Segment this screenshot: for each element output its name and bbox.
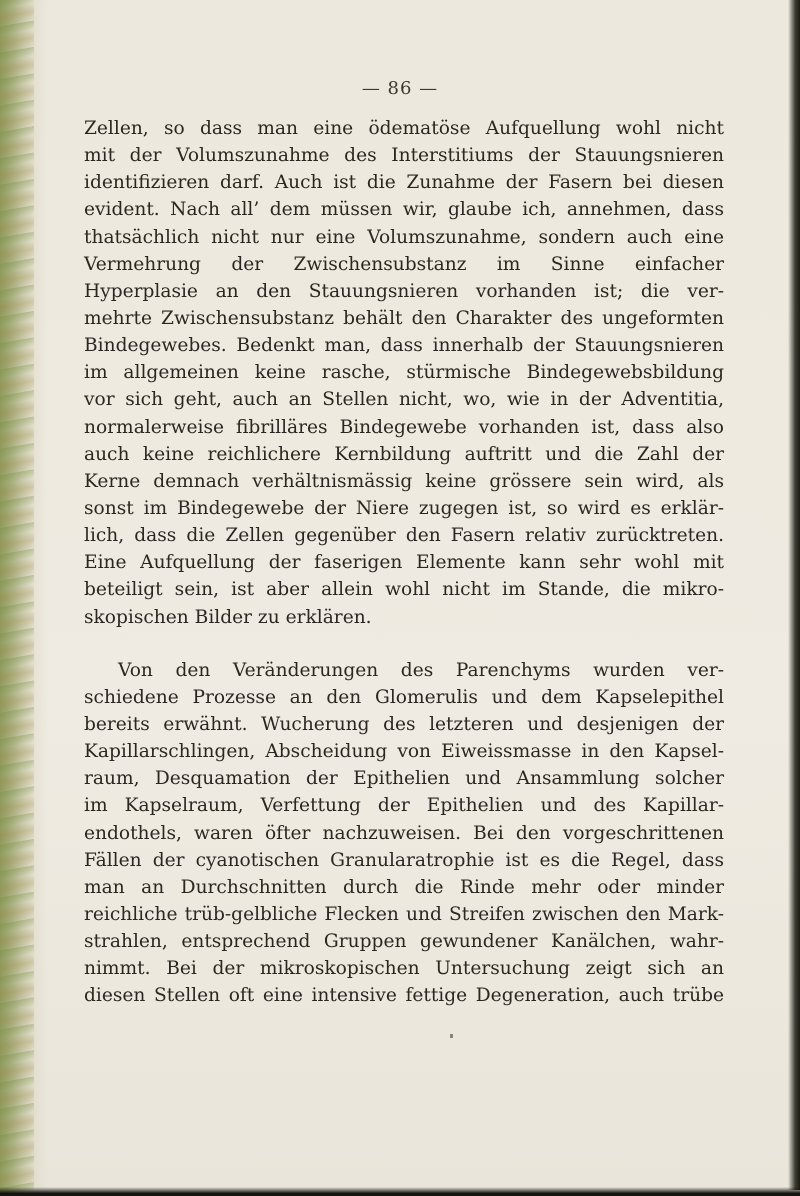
- text-line: nimmt. Bei der mikroskopischen Untersuchung zeigt sich an: [84, 958, 724, 980]
- text-line: Hyperplasie an den Stauungsnieren vorhanden ist; die ver-: [84, 280, 724, 302]
- paragraph: [84, 115, 724, 631]
- text-line: Zellen, so dass man eine ödematöse Aufquellung wohl nicht: [84, 118, 724, 139]
- text-line: Kapillarschlingen, Abscheidung von Eiweissmasse in den Kapsel-: [84, 741, 724, 763]
- text-line: beteiligt sein, ist aber allein wohl nicht im Stande, die mikro-: [84, 579, 724, 601]
- text-line: vor sich geht, auch an Stellen nicht, wo, wie in der Adventitia,: [84, 389, 724, 411]
- text-line: diesen Stellen oft eine intensive fettige Degeneration, auch trübe: [84, 985, 724, 1007]
- text-line: man an Durchschnitten durch die Rinde mehr oder minder: [84, 876, 724, 898]
- text-line: Eine Aufquellung der faserigen Elemente kann sehr wohl mit: [84, 552, 724, 574]
- page-right-shadow: [788, 0, 800, 1190]
- text-line: Bindegewebes. Bedenkt man, dass innerhalb der Stauungsnieren: [84, 335, 724, 357]
- text-line: Von den Veränderungen des Parenchyms wurden ver-: [118, 659, 724, 681]
- text-line: identifizieren darf. Auch ist die Zunahme der Fasern bei diesen: [84, 172, 724, 194]
- text-line: auch keine reichlichere Kernbildung auftritt und die Zahl der: [84, 443, 724, 465]
- text-line: lich, dass die Zellen gegenüber den Fasern relativ zurücktreten.: [84, 525, 724, 547]
- text-line: Fällen der cyanotischen Granularatrophie ist es die Regel, dass: [84, 849, 724, 871]
- paragraph-gap: [84, 631, 724, 657]
- text-line: skopischen Bilder zu erklären.: [84, 606, 372, 628]
- text-line: endothels, waren öfter nachzuweisen. Bei den vorgeschrittenen: [84, 822, 724, 844]
- text-line: evident. Nach all’ dem müssen wir, glaube ich, annehmen, dass: [84, 199, 724, 221]
- text-line: strahlen, entsprechend Gruppen gewundener Kanälchen, wahr-: [84, 931, 724, 953]
- text-line: bereits erwähnt. Wucherung des letzteren und desjenigen der: [84, 713, 724, 735]
- page-binding-edge: [0, 0, 34, 1196]
- page-bottom-shadow: [0, 1187, 800, 1196]
- text-line: im Kapselraum, Verfettung der Epithelien und des Kapillar-: [84, 795, 724, 817]
- text-line: mehrte Zwischensubstanz behält den Charakter des ungeformten: [84, 307, 724, 329]
- text-line: im allgemeinen keine rasche, stürmische Bindegewebsbildung: [84, 362, 724, 384]
- text-line: reichliche trüb-gelbliche Flecken und Streifen zwischen den Mark-: [84, 903, 724, 925]
- text-line: normalerweise fibrilläres Bindegewebe vorhanden ist, dass also: [84, 416, 724, 438]
- text-line: thatsächlich nicht nur eine Volumszunahme, sondern auch eine: [84, 226, 724, 248]
- body-text: [84, 115, 724, 1010]
- text-line: schiedene Prozesse an den Glomerulis und dem Kapselepithel: [84, 686, 724, 708]
- text-line: Vermehrung der Zwischensubstanz im Sinne einfacher: [84, 253, 724, 275]
- text-line: mit der Volumszunahme des Interstitiums der Stauungsnieren: [84, 145, 724, 167]
- page-number: — 86 —: [361, 78, 439, 99]
- text-line: raum, Desquamation der Epithelien und Ansammlung solcher: [84, 768, 724, 790]
- paragraph: [84, 657, 724, 1010]
- text-line: Kerne demnach verhältnismässig keine grössere sein wird, als: [84, 470, 724, 492]
- print-mark: [450, 1034, 453, 1038]
- text-line: sonst im Bindegewebe der Niere zugegen ist, so wird es erklär-: [84, 497, 724, 519]
